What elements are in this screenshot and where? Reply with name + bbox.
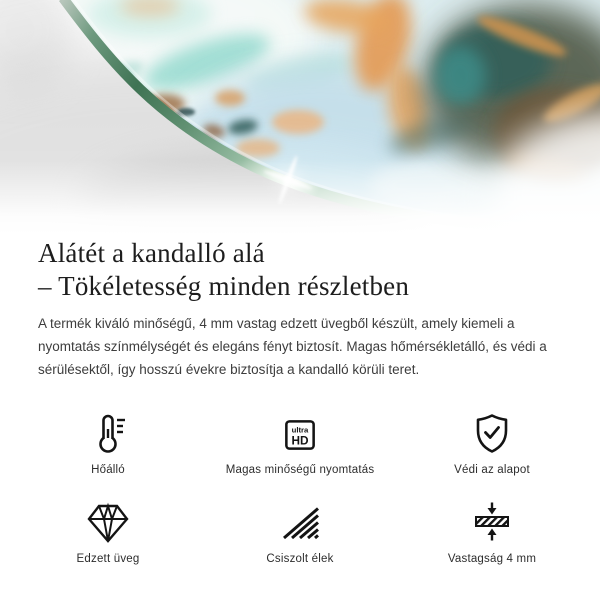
feature-label: Magas minőségű nyomtatás bbox=[225, 464, 375, 476]
shield-check-icon bbox=[470, 409, 514, 455]
glass-disc-image bbox=[0, 0, 600, 235]
feature-thickness bbox=[404, 498, 580, 565]
feature-label: Edzett üveg bbox=[76, 553, 140, 565]
feature-label: Védi az alapot bbox=[454, 464, 530, 476]
thickness-icon bbox=[470, 498, 514, 544]
feature-label: Hőálló bbox=[91, 464, 125, 476]
polished-edge-icon bbox=[278, 498, 322, 544]
ultra-hd-icon bbox=[280, 409, 320, 455]
page-title-line2: – Tökéletesség minden részletben bbox=[38, 271, 410, 301]
diamond-icon bbox=[85, 498, 131, 544]
thermometer-icon bbox=[86, 409, 130, 455]
ultra-hd-text-bottom: HD bbox=[291, 433, 309, 448]
page-title bbox=[38, 237, 562, 303]
feature-label: Csiszolt élek bbox=[266, 553, 334, 565]
ultra-hd-text-top: ultra bbox=[291, 425, 309, 435]
feature-print-quality bbox=[212, 409, 388, 476]
feature-heat-resistant bbox=[20, 409, 196, 476]
feature-grid bbox=[20, 409, 580, 565]
feature-polished-edges bbox=[212, 498, 388, 565]
feature-label: Vastagság 4 mm bbox=[447, 553, 537, 565]
page-title-line1: Alátét a kandalló alá bbox=[38, 238, 265, 268]
feature-base-protection bbox=[404, 409, 580, 476]
product-info-section bbox=[0, 237, 600, 381]
feature-tempered-glass bbox=[20, 498, 196, 565]
product-description: A termék kiváló minőségű, 4 mm vastag edzett üvegből készült, amely kiemeli a nyomtatás színmélységét és elegáns fényt biztosít. Magas hőmérsékletálló, és védi a sérülésektől, így hosszú évekre biztosítja a kandalló körüli teret. bbox=[38, 316, 547, 377]
product-image bbox=[0, 0, 600, 235]
